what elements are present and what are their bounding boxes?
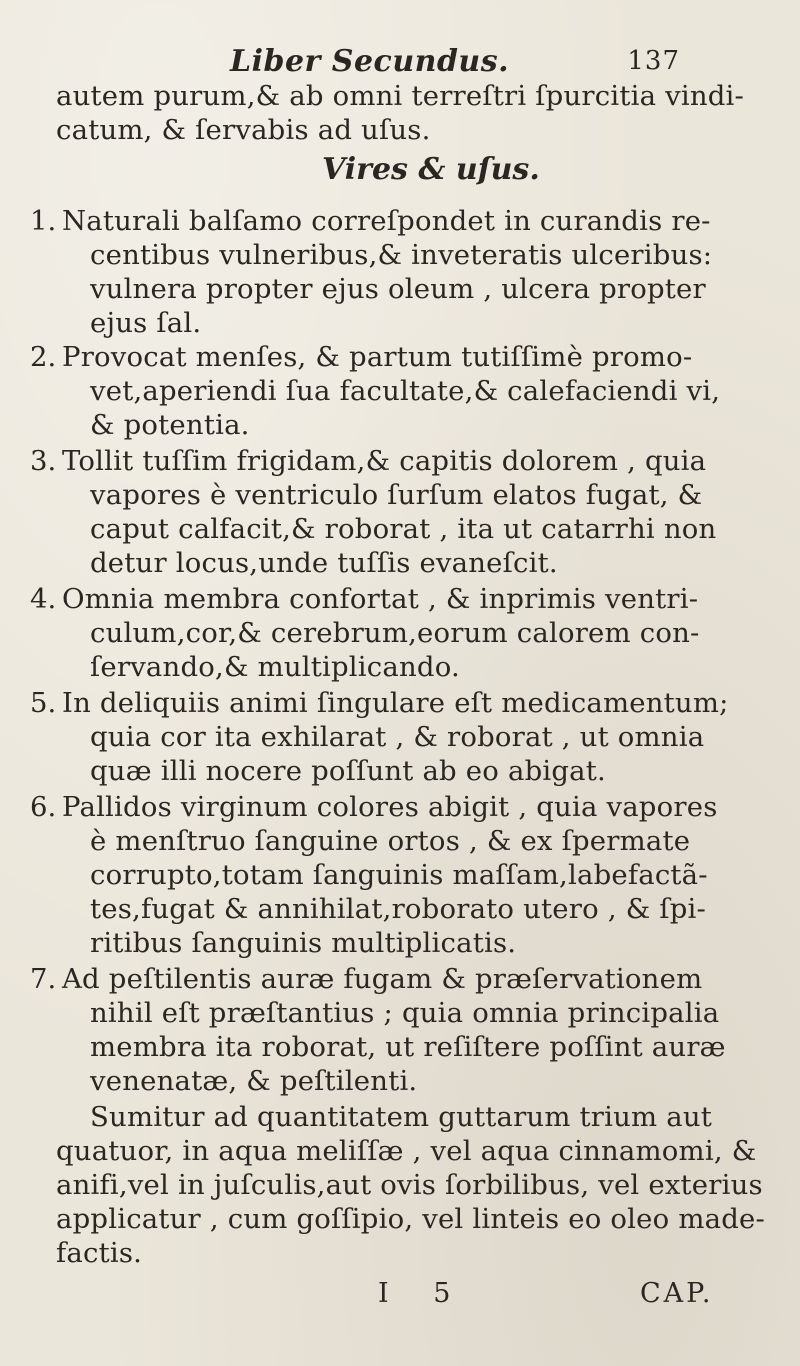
running-title: Liber Secundus. bbox=[230, 44, 510, 79]
item-line: culum,cor,& cerebrum,eorum calorem con- bbox=[90, 617, 700, 649]
closing-line: anifi,vel in juſculis,aut ovis ſorbilibus, vel exterius bbox=[56, 1169, 763, 1201]
item-line: Omnia membra confortat , & inprimis ventri- bbox=[62, 583, 699, 615]
item-line: vulnera propter ejus oleum , ulcera propter bbox=[90, 273, 706, 305]
item-number: 6. bbox=[30, 791, 57, 823]
item-line: corrupto,totam ſanguinis maſſam,labefactã- bbox=[90, 859, 708, 891]
item-line: nihil eſt præſtantius ; quia omnia principalia bbox=[90, 997, 720, 1029]
item-line: detur locus,unde tuſſis evaneſcit. bbox=[90, 547, 558, 579]
item-line: quæ illi nocere poſſunt ab eo abigat. bbox=[90, 755, 606, 787]
item-number: 2. bbox=[30, 341, 57, 373]
item-number: 4. bbox=[30, 583, 57, 615]
closing-line: Sumitur ad quantitatem guttarum trium aut bbox=[90, 1101, 713, 1133]
item-line: ritibus ſanguinis multiplicatis. bbox=[90, 927, 517, 959]
item-line: venenatæ, & peſtilenti. bbox=[90, 1065, 418, 1097]
item-line: Tollit tuſſim frigidam,& capitis dolorem , quia bbox=[62, 445, 707, 477]
item-line: Ad peſtilentis auræ fugam & præſervationem bbox=[62, 963, 703, 995]
item-line: quia cor ita exhilarat , & roborat , ut omnia bbox=[90, 721, 705, 753]
item-number: 7. bbox=[30, 963, 57, 995]
item-number: 1. bbox=[30, 205, 57, 237]
page-number: 137 bbox=[627, 46, 680, 76]
section-heading: Vires & uſus. bbox=[322, 152, 540, 187]
item-line: membra ita roborat, ut reſiſtere poſſint auræ bbox=[90, 1031, 726, 1063]
item-line: ſervando,& multiplicando. bbox=[90, 651, 460, 683]
page-footer bbox=[0, 1278, 800, 1318]
closing-line: quatuor, in aqua meliſſæ , vel aqua cinnamomi, & bbox=[56, 1135, 757, 1167]
page-header bbox=[230, 44, 680, 84]
item-line: Pallidos virginum colores abigit , quia vapores bbox=[62, 791, 718, 823]
item-line: vapores è ventriculo ſurſum elatos fugat, & bbox=[90, 479, 703, 511]
item-line: tes,fugat & annihilat,roborato utero , & ſpi- bbox=[90, 893, 706, 925]
item-number: 5. bbox=[30, 687, 57, 719]
item-line: & potentia. bbox=[90, 409, 250, 441]
closing-line: factis. bbox=[56, 1237, 143, 1269]
item-line: In deliquiis animi ſingulare eſt medicamentum; bbox=[62, 687, 729, 719]
catchword: CAP. bbox=[640, 1278, 714, 1309]
item-line: ejus ſal. bbox=[90, 307, 202, 339]
intro-line: catum, & ſervabis ad uſus. bbox=[56, 114, 431, 146]
closing-line: applicatur , cum goſſipio, vel linteis eo oleo made- bbox=[56, 1203, 765, 1235]
item-line: centibus vulneribus,& inveteratis ulceribus: bbox=[90, 239, 713, 271]
intro-line: autem purum,& ab omni terreſtri ſpurcitia vindi- bbox=[56, 80, 745, 112]
item-line: è menſtruo ſanguine ortos , & ex ſpermate bbox=[90, 825, 691, 857]
signature-mark: I 5 bbox=[378, 1278, 469, 1309]
item-number: 3. bbox=[30, 445, 57, 477]
item-line: caput calfacit,& roborat , ita ut catarrhi non bbox=[90, 513, 717, 545]
item-line: Provocat menſes, & partum tutiſſimè promo- bbox=[62, 341, 693, 373]
item-line: vet,aperiendi ſua facultate,& calefaciendi vi, bbox=[90, 375, 721, 407]
item-line: Naturali balſamo correſpondet in curandis re- bbox=[62, 205, 711, 237]
